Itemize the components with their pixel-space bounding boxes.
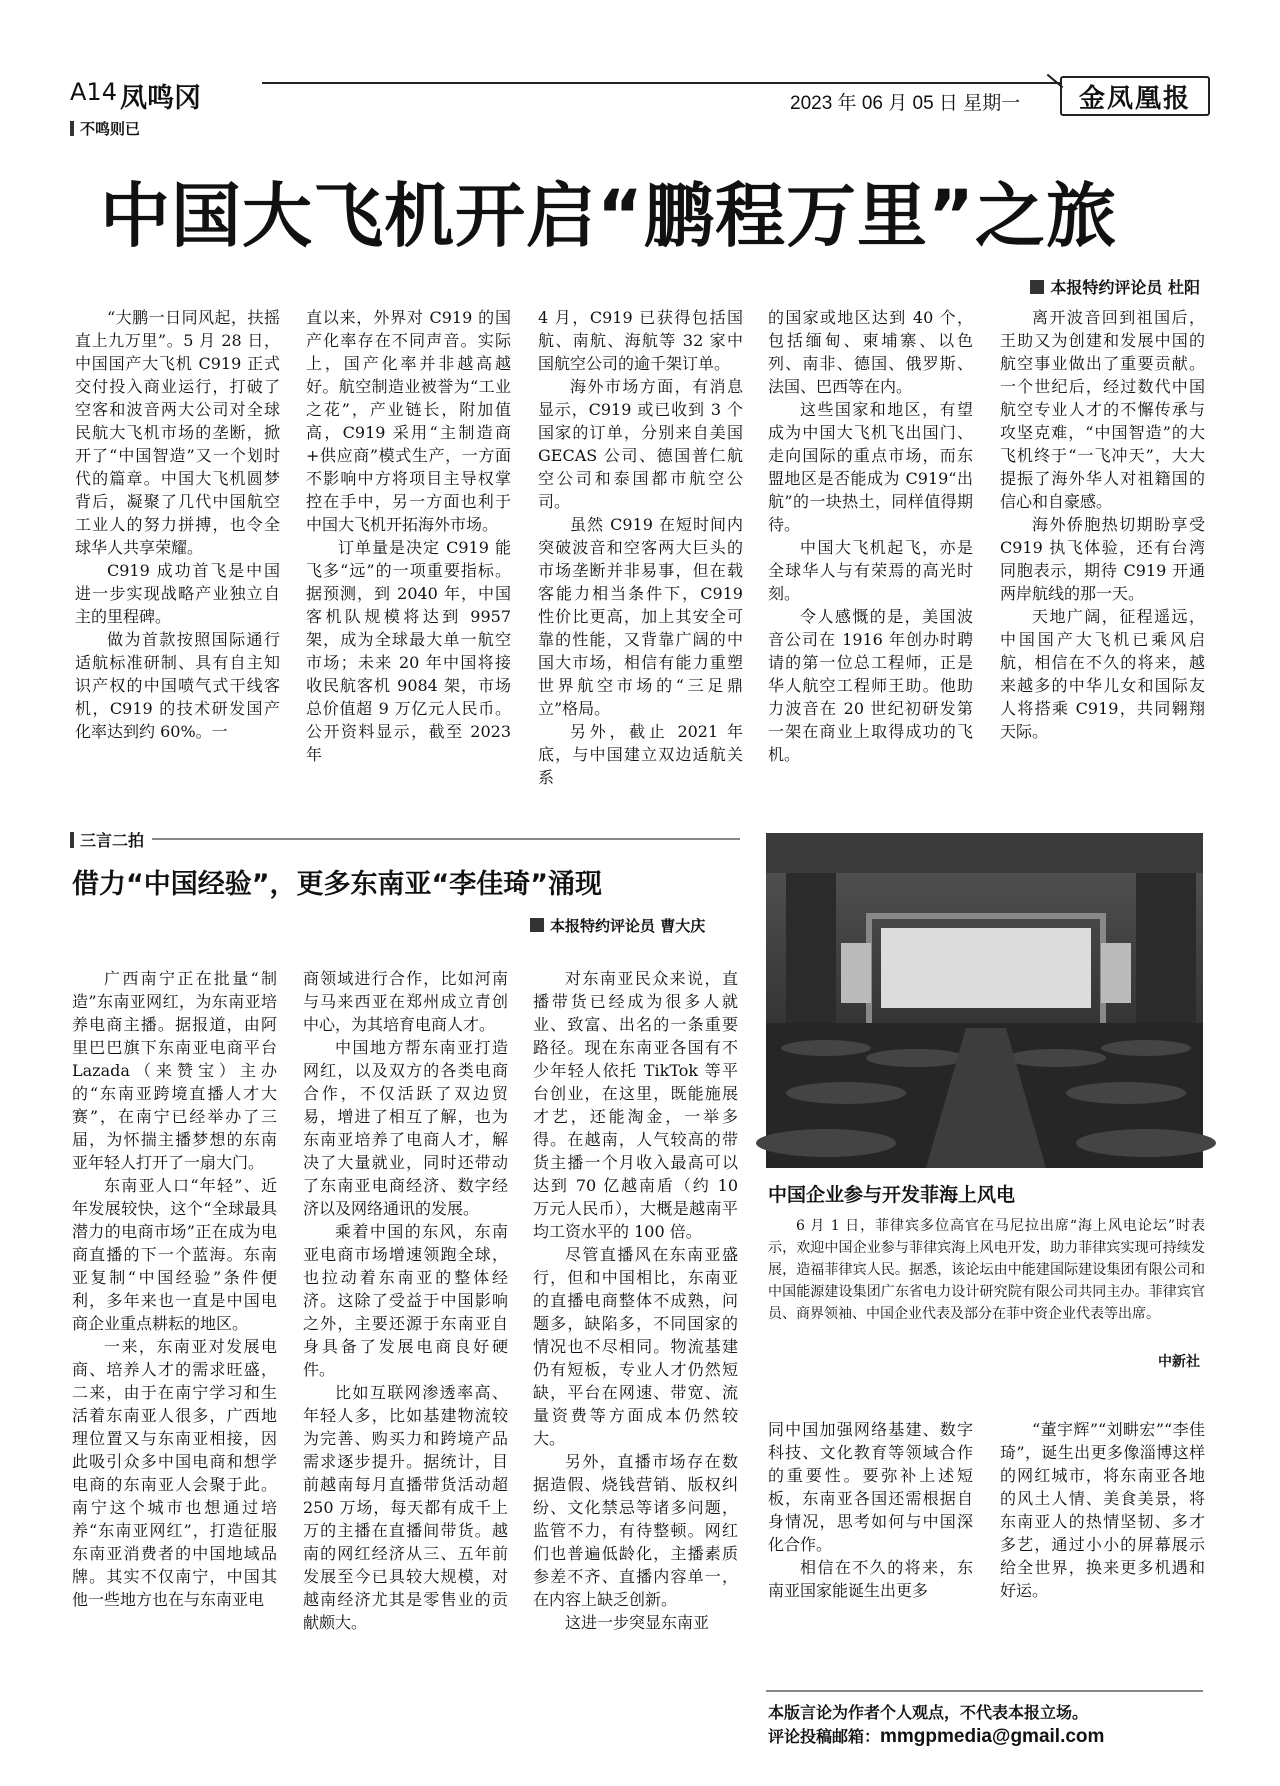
paragraph: 天地广阔，征程遥远，中国国产大飞机已乘风启航，相信在不久的将来，越来越多的中华儿女和国际友人将搭乘 C919，共同翱翔天际。 (1000, 607, 1205, 741)
paragraph: 相信在不久的将来，东南亚国家能诞生出更多 (768, 1558, 973, 1600)
paragraph: “大鹏一日同风起，扶摇直上九万里”。5 月 28 日，中国国产大飞机 C919 正式交付投入商业运行，打破了空客和波音两大公司对全球民航大飞机市场的垄断，掀开了“中国智造”又一个划时代的篇章。中国大飞机圆梦背后，凝聚了几代中国航空工业人的努力拼搏，也令全球华人共享荣耀。 (75, 308, 280, 557)
article1-column-2 (306, 306, 511, 776)
paragraph: 中国地方帮东南亚打造网红，以及双方的各类电商合作，不仅活跃了双边贸易，增进了相互了解，也为东南亚培养了电商人才，解决了大量就业，同时还带动了东南亚电商经济、数字经济以及网络通讯的发展。 (303, 1038, 508, 1218)
paragraph: 订单量是决定 C919 能飞多“远”的一项重要指标。据预测，到 2040 年，中国客机队规模将达到 9957 架，成为全球最大单一航空市场；未来 20 年中国将接收民航客机 9084 架，市场总价值超 9 万亿元人民币。公开资料显示，截至 2023 年 (306, 538, 511, 764)
article1-column-3 (538, 306, 743, 787)
article1-byline (1030, 275, 1200, 298)
photo-source: 中新社 (1158, 1354, 1200, 1370)
article2-column-5 (1000, 1418, 1205, 1678)
article2-column-4 (768, 1418, 973, 1678)
paragraph: 这些国家和地区，有望成为中国大飞机飞出国门、走向国际的重点市场，而东盟地区是否能成为 C919“出航”的一块热土，同样值得期待。 (768, 400, 973, 534)
paragraph: 广西南宁正在批量“制造”东南亚网红，为东南亚培养电商主播。据报道，由阿里巴巴旗下东南亚电商平台 Lazada（来赞宝）主办的“东南亚跨境直播人才大赛”，在南宁已经举办了三届，为怀揣主播梦想的东南亚年轻人打开了一扇大门。 (72, 969, 277, 1172)
editorial-disclaimer: 本版言论为作者个人观点，不代表本报立场。 (768, 1703, 1089, 1722)
article2-byline (530, 915, 705, 936)
paragraph: 直以来，外界对 C919 的国产化率存在不同声音。实际上，国产化率并非越高越好。航空制造业被誉为“工业之花”，产业链长，附加值高，C919 采用“主制造商+供应商”模式生产，一方面不影响中方将项目主导权掌控在手中，另一方面也利于中国大飞机开拓海外市场。 (306, 308, 511, 534)
paragraph: 中国大飞机起飞，亦是全球华人与有荣焉的高光时刻。 (768, 538, 973, 603)
header-rule (262, 82, 1062, 84)
article2-column-2 (303, 967, 508, 1702)
paragraph: 4 月，C919 已获得包括国航、南航、海航等 32 家中国航空公司的逾千架订单。 (538, 308, 743, 373)
paragraph: “董宇辉”“刘畊宏”“李佳琦”，诞生出更多像淄博这样的网红城市，将东南亚各地的风土人情、美食美景，将东南亚人的热情坚韧、多才多艺，通过小小的屏幕展示给全世界，换来更多机遇和好运。 (1000, 1420, 1205, 1600)
page-number: A14 (70, 78, 117, 106)
paragraph: C919 成功首飞是中国进一步实现战略产业独立自主的里程碑。 (75, 561, 280, 626)
byline-text: 本报特约评论员 杜阳 (1050, 278, 1200, 297)
paragraph: 东南亚人口“年轻”、近年发展较快，这个“全球最具潜力的电商市场”正在成为电商直播的下一个蓝海。东南亚复制“中国经验”条件便利，多年来也一直是中国电商企业重点耕耘的地区。 (72, 1176, 277, 1333)
section-name: 凤鸣冈 (120, 83, 201, 114)
paragraph: 离开波音回到祖国后，王助又为创建和发展中国的航空事业做出了重要贡献。一个世纪后，经过数代中国航空专业人才的不懈传承与攻坚克难，“中国智造”的大飞机终于“一飞冲天”，大大提振了海外华人对祖籍国的信心和自豪感。 (1000, 308, 1205, 511)
paragraph: 尽管直播风在东南亚盛行，但和中国相比，东南亚的直播电商整体不成熟，问题多，缺陷多，不同国家的情况也不尽相同。物流基建仍有短板，专业人才仍然短缺，平台在网速、带宽、流量资费等方面成本仍然较大。 (533, 1245, 738, 1448)
byline-text: 本报特约评论员 曹大庆 (550, 917, 706, 935)
paragraph: 比如互联网渗透率高、年轻人多，比如基建物流较为完善、购买力和跨境产品需求逐步提升。据统计，目前越南每月直播带货活动超 250 万场，每天都有成千上万的主播在直播间带货。越南的网红经济从三、五年前发展至今已具较大规模，对越南经济尤其是零售业的贡献颇大。 (303, 1383, 508, 1632)
paragraph: 做为首款按照国际通行适航标准研制、具有自主知识产权的中国喷气式干线客机，C919 的技术研发国产化率达到约 60%。一 (75, 630, 280, 741)
paragraph: 海外侨胞热切期盼享受 C919 执飞体验，还有台湾同胞表示，期待 C919 开通两岸航线的那一天。 (1000, 515, 1205, 603)
main-headline: 中国大飞机开启“鹏程万里”之旅 (100, 175, 1118, 257)
article2-headline: 借力“中国经验”，更多东南亚“李佳琦”涌现 (72, 869, 602, 900)
conference-photo (766, 833, 1203, 1168)
sub-section-label: 不鸣则已 (80, 120, 141, 138)
byline-square-icon (1030, 280, 1044, 294)
paragraph: 另外，直播市场存在数据造假、烧钱营销、版权纠纷、文化禁忌等诸多问题，监管不力，有待整顿。网红们也普遍低龄化，主播素质参差不齐、直播内容单一，在内容上缺乏创新。 (533, 1452, 738, 1609)
paragraph: 对东南亚民众来说，直播带货已经成为很多人就业、致富、出名的一条重要路径。现在东南亚各国有不少年轻人依托 TikTok 等平台创业，在这里，既能施展才艺，还能淘金，一举多得。在越南，人气较高的带货主播一个月收入最高可以达到 70 亿越南盾（约 10 万元人民币），大概是越南平均工资水平的 100 倍。 (533, 969, 738, 1241)
photo-caption-title: 中国企业参与开发菲海上风电 (768, 1184, 1016, 1206)
article1-column-5 (1000, 306, 1205, 776)
paragraph: 虽然 C919 在短时间内突破波音和空客两大巨头的市场垄断并非易事，但在载客能力相当条件下，C919 性价比更高，加上其安全可靠的性能，又背靠广阔的中国大市场，相信有能力重塑世界航空市场的“三足鼎立”格局。 (538, 515, 743, 718)
section-tag-label: 三言二拍 (80, 831, 145, 850)
section-divider (70, 838, 740, 840)
footer-rule (766, 1690, 1203, 1692)
paragraph: 同中国加强网络基建、数字科技、文化教育等领域合作的重要性。要弥补上述短板，东南亚各国还需根据自身情况，思考如何与中国深化合作。 (768, 1420, 973, 1554)
newspaper-logo: 金凤凰报 (1060, 76, 1210, 116)
paragraph: 的国家或地区达到 40 个，包括缅甸、柬埔寨、以色列、南非、德国、俄罗斯、法国、巴西等在内。 (768, 308, 973, 396)
byline-square-icon (530, 918, 544, 932)
paragraph: 海外市场方面，有消息显示，C919 或已收到 3 个国家的订单，分别来自美国 GECAS 公司、德国普仁航空公司和泰国都市航空公司。 (538, 377, 743, 511)
sub-section-tag (70, 118, 140, 139)
article2-column-3 (533, 967, 738, 1702)
article2-section-tag (70, 828, 152, 851)
photo-caption: 6 月 1 日，菲律宾多位高官在马尼拉出席“海上风电论坛”时表示，欢迎中国企业参与菲律宾海上风电开发，助力菲律宾实现可持续发展，造福菲律宾人民。据悉，该论坛由中能建国际建设集团有限公司和中国能源建设集团广东省电力设计研究院有限公司共同主办。菲律宾官员、商界领袖、中国企业代表及部分在菲中资企业代表等出席。 (768, 1218, 1205, 1322)
paragraph: 另外，截止 2021 年底，与中国建立双边适航关系 (538, 722, 743, 787)
email-label: 评论投稿邮箱： (768, 1727, 881, 1746)
submission-email-line (768, 1724, 1104, 1748)
paragraph: 一来，东南亚对发展电商、培养人才的需求旺盛，二来，由于在南宁学习和生活着东南亚人很多，广西地理位置又与东南亚相接，因此吸引众多中国电商和想学电商的东南亚人会聚于此。南宁这个城市也想通过培养“东南亚网红”，打造征服东南亚消费者的中国地域品牌。其实不仅南宁，中国其他一些地方也在与东南亚电 (72, 1337, 277, 1609)
issue-date: 2023 年 06 月 05 日 星期一 (790, 93, 1021, 114)
article1-column-4 (768, 306, 973, 776)
paragraph: 商领域进行合作，比如河南与马来西亚在郑州成立青创中心，为其培育电商人才。 (303, 969, 508, 1034)
conference-hall-image (766, 833, 1203, 1168)
submission-email[interactable]: mmgpmedia@gmail.com (880, 1726, 1105, 1747)
paragraph: 乘着中国的东风，东南亚电商市场增速领跑全球，也拉动着东南亚的整体经济。这除了受益于中国影响之外，主要还源于东南亚自身具备了发展电商良好硬件。 (303, 1222, 508, 1379)
paragraph: 这进一步突显东南亚 (565, 1613, 710, 1632)
article2-column-1 (72, 967, 277, 1702)
paragraph: 令人感慨的是，美国波音公司在 1916 年创办时聘请的第一位总工程师，正是华人航空工程师王助。他助力波音在 20 世纪初研发第一架在商业上取得成功的飞机。 (768, 607, 973, 764)
article1-column-1 (75, 306, 280, 776)
